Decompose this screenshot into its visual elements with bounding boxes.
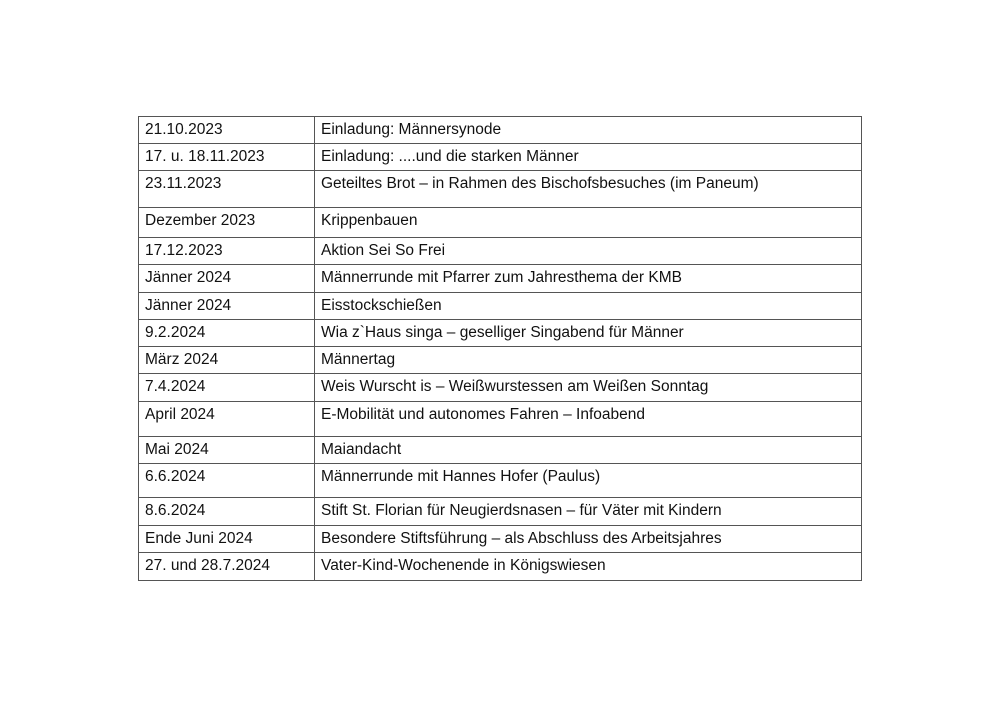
event-title: Stift St. Florian für Neugierdsnasen – für Väter mit Kindern (315, 498, 862, 526)
table-row (139, 208, 862, 238)
table-row (139, 526, 862, 553)
table-row (139, 553, 862, 581)
event-title: Krippenbauen (315, 208, 862, 238)
event-date: Ende Juni 2024 (139, 526, 315, 553)
table-row (139, 144, 862, 171)
table-row (139, 320, 862, 347)
table-row (139, 265, 862, 293)
event-title: Vater-Kind-Wochenende in Königswiesen (315, 553, 862, 581)
event-date: 17. u. 18.11.2023 (139, 144, 315, 171)
event-title: Maiandacht (315, 437, 862, 464)
event-title: Einladung: Männersynode (315, 117, 862, 144)
event-date: Dezember 2023 (139, 208, 315, 238)
event-date: 27. und 28.7.2024 (139, 553, 315, 581)
event-date: April 2024 (139, 402, 315, 437)
event-date: 7.4.2024 (139, 374, 315, 402)
event-title: Einladung: ....und die starken Männer (315, 144, 862, 171)
event-title: Besondere Stiftsführung – als Abschluss des Arbeitsjahres (315, 526, 862, 553)
event-title: Männerrunde mit Hannes Hofer (Paulus) (315, 464, 862, 498)
event-title: Wia z`Haus singa – geselliger Singabend für Männer (315, 320, 862, 347)
event-date: 17.12.2023 (139, 238, 315, 265)
table-row (139, 464, 862, 498)
event-title: E-Mobilität und autonomes Fahren – Infoabend (315, 402, 862, 437)
event-title: Männertag (315, 347, 862, 374)
table-row (139, 117, 862, 144)
event-date: Mai 2024 (139, 437, 315, 464)
event-date: 23.11.2023 (139, 171, 315, 208)
event-date: März 2024 (139, 347, 315, 374)
event-date: Jänner 2024 (139, 265, 315, 293)
event-date: Jänner 2024 (139, 293, 315, 320)
event-date: 8.6.2024 (139, 498, 315, 526)
table-row (139, 293, 862, 320)
event-date: 9.2.2024 (139, 320, 315, 347)
events-table (138, 116, 862, 581)
event-title: Männerrunde mit Pfarrer zum Jahresthema der KMB (315, 265, 862, 293)
table-row (139, 437, 862, 464)
table-row (139, 347, 862, 374)
event-title: Eisstockschießen (315, 293, 862, 320)
table-row (139, 402, 862, 437)
event-title: Weis Wurscht is – Weißwurstessen am Weißen Sonntag (315, 374, 862, 402)
table-row (139, 374, 862, 402)
event-date: 6.6.2024 (139, 464, 315, 498)
event-title: Geteiltes Brot – in Rahmen des Bischofsbesuches (im Paneum) (315, 171, 862, 208)
table-row (139, 238, 862, 265)
event-title: Aktion Sei So Frei (315, 238, 862, 265)
table-row (139, 171, 862, 208)
event-date: 21.10.2023 (139, 117, 315, 144)
table-row (139, 498, 862, 526)
